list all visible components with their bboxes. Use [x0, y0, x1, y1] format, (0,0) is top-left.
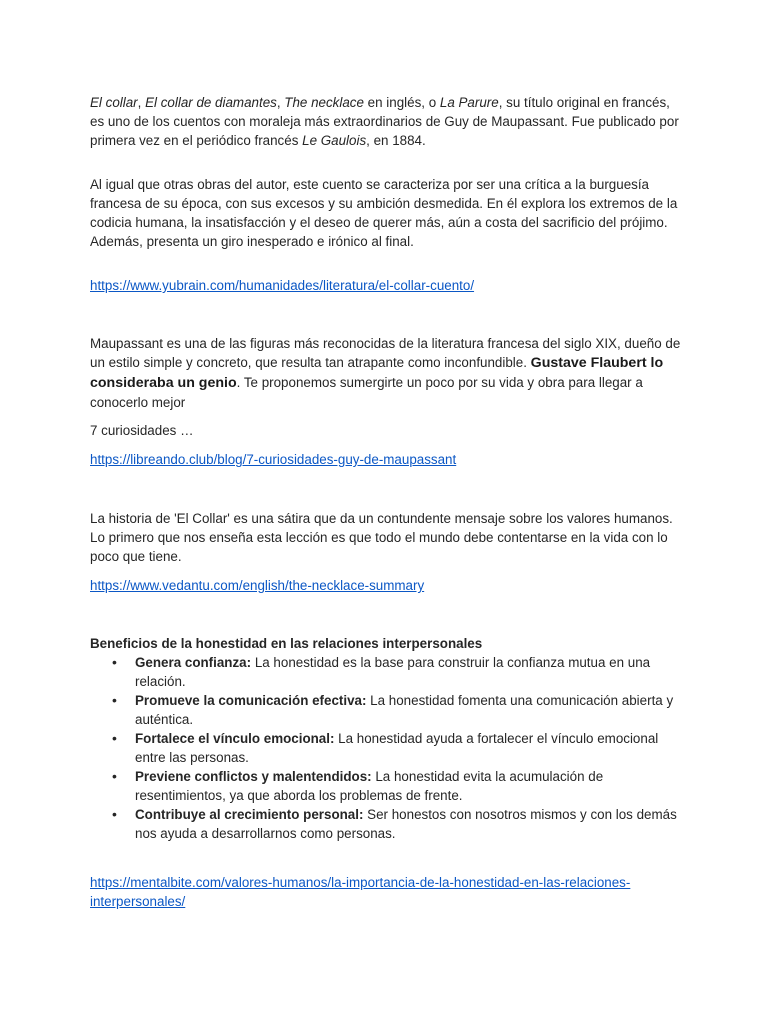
paragraph-link-mentalbite	[90, 873, 682, 911]
list-item-lead: Promueve la comunicación efectiva:	[135, 693, 367, 708]
text-span: . Te proponemos sumergirte un poco por su vida y obra para llegar a conocerlo mejor	[90, 375, 643, 410]
link-yubrain[interactable]: https://www.yubrain.com/humanidades/literatura/el-collar-cuento/	[90, 278, 475, 293]
text-span: ,	[276, 95, 285, 110]
title-la-parure: La Parure	[439, 95, 499, 110]
text-span: , en 1884.	[366, 133, 426, 148]
paragraph-maupassant	[90, 334, 682, 412]
bullet-icon: •	[112, 730, 117, 746]
bullet-icon: •	[112, 768, 117, 784]
list-item-lead: Genera confianza:	[135, 655, 252, 670]
text-span: en inglés, o	[363, 95, 440, 110]
title-the-necklace: The necklace	[284, 95, 364, 110]
list-item-text: La honestidad ayuda a fortalecer el vínculo emocional entre las personas.	[135, 731, 659, 765]
text-span: , su título original en francés, es uno de los cuentos con moraleja más extraordinarios de Guy de Maupassant. Fue publicado por primera vez en el periódico francés	[90, 95, 679, 148]
list-item-text: La honestidad evita la acumulación de resentimientos, ya que aborda los problemas de frente.	[135, 769, 604, 803]
list-item-text: La honestidad es la base para construir la confianza mutua en una relación.	[135, 655, 651, 689]
link-mentalbite[interactable]: https://mentalbite.com/valores-humanos/la-importancia-de-la-honestidad-en-las-relaciones-interpersonales/	[90, 875, 631, 909]
section-honestidad	[90, 634, 682, 843]
paragraph-critica-burguesia: Al igual que otras obras del autor, este cuento se caracteriza por ser una crítica a la burguesía francesa de su época, con sus excesos y su ambición desmedida. En él explora los extremos de la codicia humana, la insatisfacción y el deseo de querer más, aún a costa del sacrificio del prójimo. Además, presenta un giro inesperado e irónico al final.	[90, 177, 678, 249]
section-heading: Beneficios de la honestidad en las relaciones interpersonales	[90, 636, 483, 651]
link-libreando[interactable]: https://libreando.club/blog/7-curiosidades-guy-de-maupassant	[90, 452, 457, 467]
title-el-collar: El collar	[90, 95, 138, 110]
bold-flaubert-quote: Gustave Flaubert lo consideraba un genio	[90, 355, 664, 391]
text-span: Maupassant es una de las figuras más reconocidas de la literatura francesa del siglo XIX, dueño de un estilo simple y concreto, que resulta tan atrapante como inconfundible.	[90, 336, 681, 370]
list-item	[90, 691, 682, 729]
list-item	[90, 805, 682, 843]
list-item-text: La honestidad fomenta una comunicación abierta y auténtica.	[135, 693, 674, 727]
list-item-lead: Contribuye al crecimiento personal:	[135, 807, 364, 822]
list-item	[90, 729, 682, 767]
title-el-collar-de-diamantes: El collar de diamantes	[145, 95, 277, 110]
list-item	[90, 767, 682, 805]
paragraph-link-vedantu	[90, 576, 682, 595]
paragraph-historia-el-collar: La historia de 'El Collar' es una sátira que da un contundente mensaje sobre los valores humanos. Lo primero que nos enseña esta lección es que todo el mundo debe contentarse en la vida con lo poco que tiene.	[90, 511, 673, 564]
link-vedantu[interactable]: https://www.vedantu.com/english/the-necklace-summary	[90, 578, 425, 593]
paragraph-link-yubrain	[90, 276, 682, 295]
paragraph-link-libreando	[90, 450, 682, 469]
list-item-lead: Previene conflictos y malentendidos:	[135, 769, 372, 784]
bullet-icon: •	[112, 692, 117, 708]
list-item-lead: Fortalece el vínculo emocional:	[135, 731, 335, 746]
benefits-list	[90, 653, 682, 843]
bullet-icon: •	[112, 806, 117, 822]
title-le-gaulois: Le Gaulois	[302, 133, 367, 148]
paragraph-el-collar-intro	[90, 93, 682, 150]
text-span: ,	[137, 95, 146, 110]
list-item	[90, 653, 682, 691]
bullet-icon: •	[112, 654, 117, 670]
list-item-text: Ser honestos con nosotros mismos y con los demás nos ayuda a desarrollarnos como personas.	[135, 807, 677, 841]
paragraph-curiosidades: 7 curiosidades …	[90, 423, 194, 438]
